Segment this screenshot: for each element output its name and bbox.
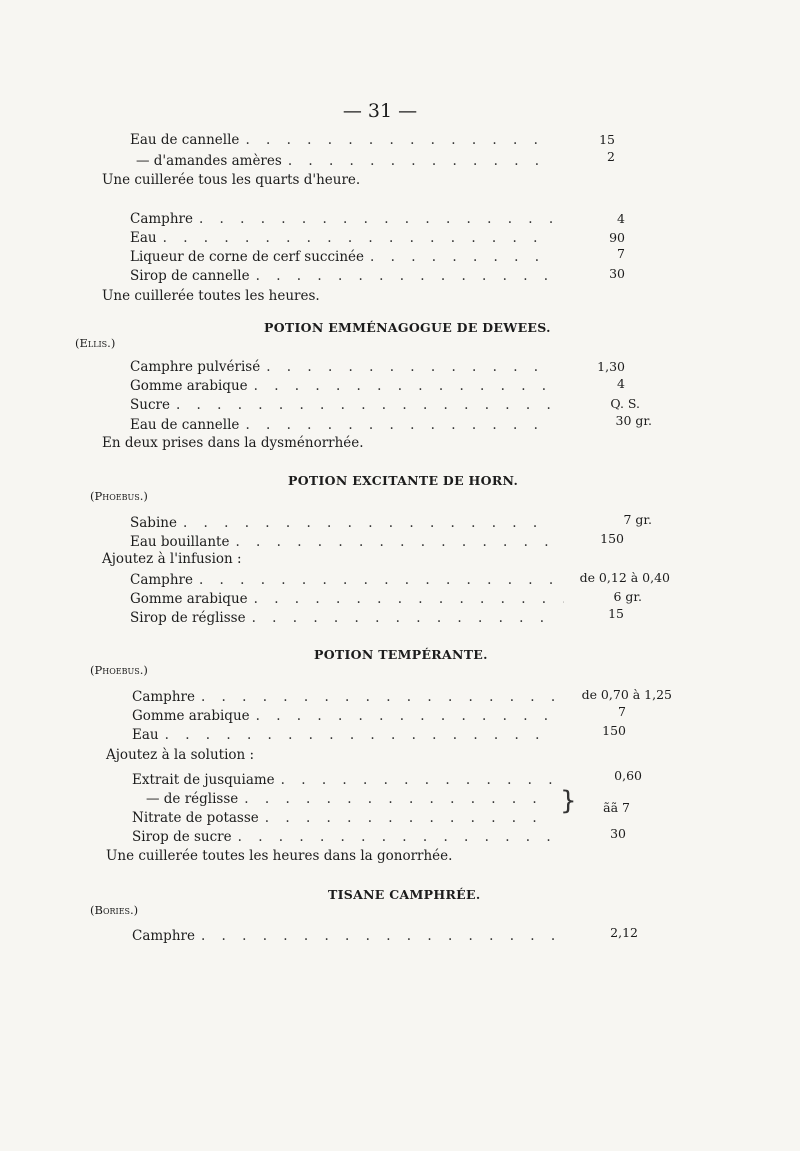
ingredient-name: Gomme arabique <box>132 708 250 724</box>
recipe-line <box>130 515 560 531</box>
ingredient-quantity: Q. S. <box>610 396 640 411</box>
ingredient-quantity: 150 <box>600 531 624 546</box>
ingredient-quantity: 6 gr. <box>613 589 642 604</box>
ingredient-name: Sirop de sucre <box>132 829 232 845</box>
recipe-line <box>130 359 560 375</box>
ingredient-name: Camphre pulvérisé <box>130 359 261 375</box>
ingredient-name: Eau de cannelle <box>130 132 240 148</box>
leader-dots <box>199 572 564 588</box>
recipe-line <box>130 417 560 433</box>
recipe-line <box>146 791 556 807</box>
leader-dots <box>266 359 554 375</box>
leader-dots <box>245 132 554 148</box>
recipe-line <box>130 397 560 413</box>
ingredient-name: Camphre <box>130 211 193 227</box>
dosage-note: Une cuillerée tous les quarts d'heure. <box>102 172 361 188</box>
ingredient-quantity: 15 <box>599 132 615 147</box>
leader-dots <box>244 791 550 807</box>
ingredient-name: Liqueur de corne de cerf succinée <box>130 249 365 265</box>
leader-dots <box>370 249 554 265</box>
author-attribution: (Phoebus.) <box>90 489 148 503</box>
ingredient-quantity: 30 <box>610 826 626 841</box>
ingredient-quantity: 150 <box>602 723 626 738</box>
dosage-note: Une cuillerée toutes les heures. <box>102 288 320 304</box>
ingredient-name: Sabine <box>130 515 177 531</box>
ingredient-quantity: 30 <box>609 266 625 281</box>
ingredient-name: — de réglisse <box>146 791 239 807</box>
recipe-line <box>132 727 562 743</box>
recipe-line <box>130 132 560 148</box>
recipe-line <box>132 810 556 826</box>
ingredient-quantity: 15 <box>608 606 624 621</box>
leader-dots <box>201 928 560 944</box>
leader-dots <box>256 268 554 284</box>
ingredient-name: Eau <box>130 230 157 246</box>
recipe-line <box>130 268 560 284</box>
instruction-line: Ajoutez à l'infusion : <box>102 551 242 567</box>
ingredient-quantity: 2,12 <box>610 925 638 940</box>
recipe-line <box>130 249 560 265</box>
ingredient-quantity: de 0,12 à 0,40 <box>579 570 670 585</box>
ingredient-name: Gomme arabique <box>130 378 248 394</box>
leader-dots <box>256 708 556 724</box>
leader-dots <box>163 230 554 246</box>
ingredient-quantity: 7 <box>618 704 626 719</box>
recipe-line <box>130 591 570 607</box>
leader-dots <box>201 689 564 705</box>
ingredient-quantity: 0,60 <box>614 768 642 783</box>
page-number: — 31 — <box>342 100 418 122</box>
section-title: POTION TEMPÉRANTE. <box>314 647 488 662</box>
recipe-line <box>132 708 562 724</box>
leader-dots <box>265 810 550 826</box>
ingredient-name: Eau <box>132 727 159 743</box>
instruction-line: Ajoutez à la solution : <box>106 747 255 763</box>
section-title: POTION EXCITANTE DE HORN. <box>288 473 519 488</box>
author-name: Bories. <box>94 903 134 917</box>
ingredient-name: Camphre <box>132 928 195 944</box>
ingredient-name: Sirop de cannelle <box>130 268 250 284</box>
recipe-line <box>130 230 560 246</box>
leader-dots <box>254 591 564 607</box>
ingredient-quantity: 2 <box>607 149 615 164</box>
author-attribution: (Ellis.) <box>75 336 116 350</box>
ingredient-quantity: de 0,70 à 1,25 <box>581 687 672 702</box>
ingredient-quantity: 30 gr. <box>615 413 652 428</box>
section-title: POTION EMMÉNAGOGUE DE DEWEES. <box>264 320 551 335</box>
recipe-line <box>130 572 570 588</box>
recipe-line <box>130 378 560 394</box>
ingredient-quantity: 4 <box>617 211 625 226</box>
recipe-line <box>132 829 562 845</box>
ingredient-quantity: 90 <box>609 230 625 245</box>
ingredient-name: — d'amandes amères <box>136 153 282 169</box>
recipe-line <box>130 211 560 227</box>
ingredient-quantity: 1,30 <box>597 359 625 374</box>
leader-dots <box>254 378 554 394</box>
leader-dots <box>183 515 554 531</box>
ingredient-name: Eau bouillante <box>130 534 230 550</box>
brace-symbol: } <box>560 786 577 816</box>
ingredient-name: Extrait de jusquiame <box>132 772 275 788</box>
ingredient-name: Eau de cannelle <box>130 417 240 433</box>
author-name: Phoebus. <box>94 663 144 677</box>
recipe-line <box>132 689 570 705</box>
leader-dots <box>235 534 554 550</box>
recipe-line <box>130 534 560 550</box>
ingredient-name: Camphre <box>130 572 193 588</box>
leader-dots <box>176 397 554 413</box>
author-attribution: (Phoebus.) <box>90 663 148 677</box>
recipe-line <box>130 610 560 626</box>
ingredient-name: Sucre <box>130 397 170 413</box>
author-name: Ellis. <box>79 336 111 350</box>
leader-dots <box>165 727 556 743</box>
author-attribution: (Bories.) <box>90 903 139 917</box>
recipe-line <box>132 928 566 944</box>
leader-dots <box>238 829 556 845</box>
leader-dots <box>245 417 554 433</box>
section-title: TISANE CAMPHRÉE. <box>328 887 481 902</box>
leader-dots <box>281 772 556 788</box>
dosage-note: Une cuillerée toutes les heures dans la gonorrhée. <box>106 848 453 864</box>
recipe-line <box>130 153 560 169</box>
leader-dots <box>199 211 554 227</box>
ingredient-name: Sirop de réglisse <box>130 610 246 626</box>
dosage-note: En deux prises dans la dysménorrhée. <box>102 435 364 451</box>
ingredient-quantity: 7 gr. <box>623 512 652 527</box>
ingredient-quantity: ãã 7 <box>603 800 630 815</box>
ingredient-quantity: 7 <box>617 246 625 261</box>
ingredient-quantity: 4 <box>617 376 625 391</box>
leader-dots <box>252 610 554 626</box>
leader-dots <box>288 153 554 169</box>
recipe-line <box>132 772 562 788</box>
ingredient-name: Camphre <box>132 689 195 705</box>
ingredient-name: Gomme arabique <box>130 591 248 607</box>
author-name: Phoebus. <box>94 489 144 503</box>
ingredient-name: Nitrate de potasse <box>132 810 259 826</box>
